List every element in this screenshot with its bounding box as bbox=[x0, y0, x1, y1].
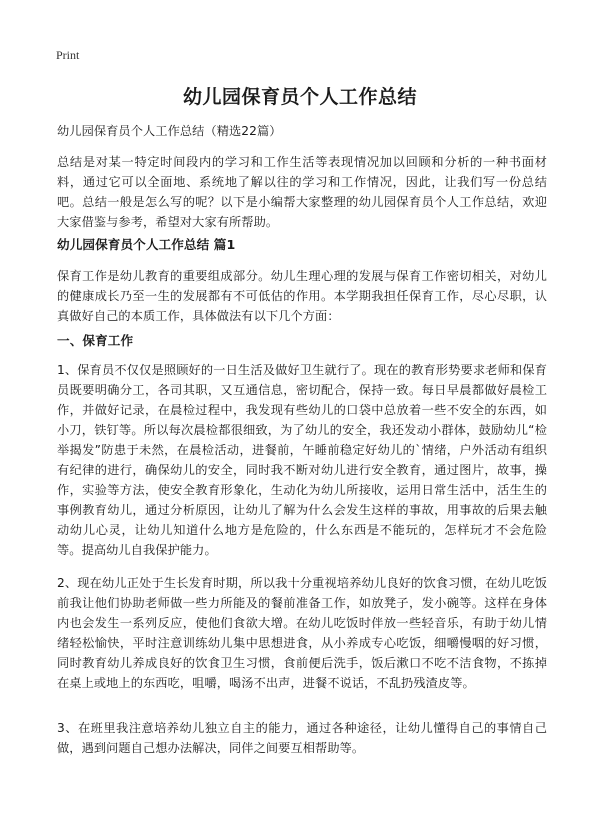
intro-paragraph: 总结是对某一特定时间段内的学习和工作生活等表现情况加以回顾和分析的一种书面材料，通过它可以全面地、系统地了解以往的学习和工作情况，因此，让我们写一份总结吧。总结一般是怎么写的呢？以下是小编帮大家整理的幼儿园保育员个人工作总结，欢迎大家借鉴与参考，希望对大家有所帮助。 bbox=[57, 155, 547, 229]
list-item-paragraph: 1、保育员不仅仅是照顾好的一日生活及做好卫生就行了。现在的教育形势要求老师和保育员既要明确分工，各司其职，又互通信息，密切配合，保持一致。每日早晨都做好晨检工作，并做好记录，在晨检过程中，我发现有些幼儿的口袋中总放着一些不安全的东西，如小刀，铁钉等。所以每次晨检都很细致，为了幼儿的安全，我还发动小群体，鼓励幼儿“检举揭发”防患于未然，在晨检活动，进餐前，午睡前稳定好幼儿的`情绪，户外活动有组织有纪律的进行，确保幼儿的安全，同时我不断对幼儿进行安全教育，通过图片，故事，操作，实验等方法，使安全教育形象化，生动化为幼儿所接收，运用日常生活中，活生生的事例教育幼儿，通过分析原因，让幼儿了解为什么会发生这样的事故，用事故的后果去触动幼儿心灵，让幼儿知道什么地方是危险的，什么东西是不能玩的，怎样玩才不会危险等。提高幼儿自我保护能力。 bbox=[57, 363, 547, 557]
section-heading: 幼儿园保育员个人工作总结 篇1 bbox=[57, 237, 236, 252]
document-subtitle: 幼儿园保育员个人工作总结（精选22篇） bbox=[57, 124, 282, 138]
page-title: 幼儿园保育员个人工作总结 bbox=[182, 86, 417, 108]
body-paragraph: 保育工作是幼儿教育的重要组成部分。幼儿生理心理的发展与保育工作密切相关，对幼儿的健康成长乃至一生的发展都有不可低估的作用。本学期我担任保育工作，尽心尽职，认真做好自己的本质工作，具体做法有以下几个方面： bbox=[57, 269, 547, 323]
list-item-paragraph: 2、现在幼儿正处于生长发育时期，所以我十分重视培养幼儿良好的饮食习惯，在幼儿吃饭前我让他们协助老师做一些力所能及的餐前准备工作，如放凳子，发小碗等。这样在身体内也会发生一系列反应，使他们食欲大增。在幼儿吃饭时伴放一些轻音乐，有助于幼儿情绪轻松愉快，平时注意训练幼儿集中思想进食，从小养成专心吃饭，细嚼慢咽的好习惯，同时教育幼儿养成良好的饮食卫生习惯，食前便后洗手，饭后漱口不吃不洁食物，不拣掉在桌上或地上的东西吃，咀嚼，喝汤不出声，进餐不说话，不乱扔残渣皮等。 bbox=[57, 576, 547, 690]
subsection-heading: 一、保育工作 bbox=[57, 333, 134, 348]
list-item-paragraph: 3、在班里我注意培养幼儿独立自主的能力，通过各种途径，让幼儿懂得自己的事情自己做，遇到问题自己想办法解决，同伴之间要互相帮助等。 bbox=[57, 721, 547, 755]
print-link[interactable]: Print bbox=[56, 48, 80, 62]
